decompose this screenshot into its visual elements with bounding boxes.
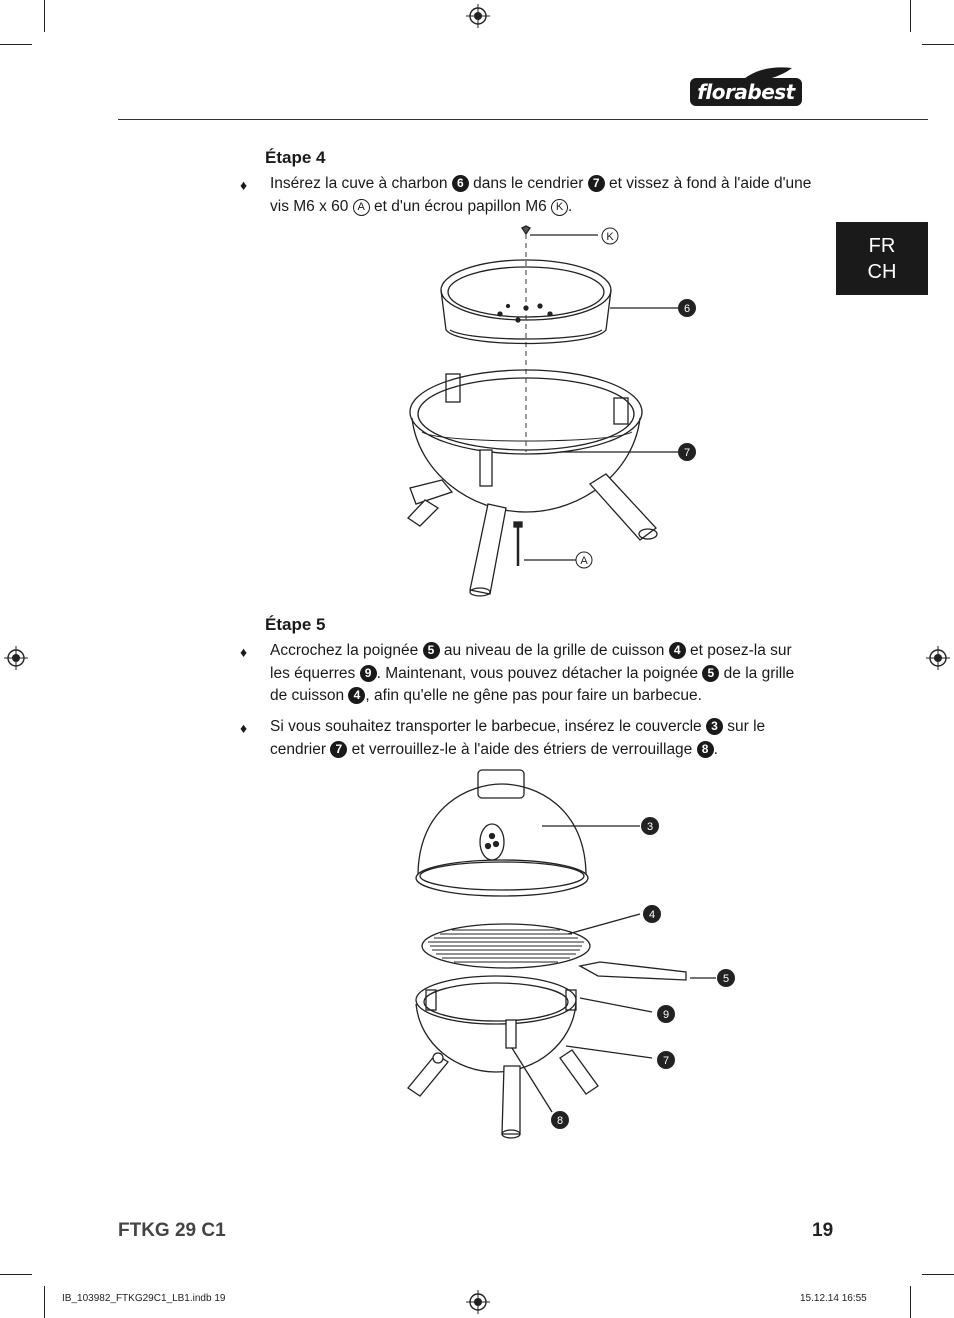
registration-mark-icon	[926, 646, 950, 670]
part-number-badge: 4	[348, 687, 365, 704]
part-number-badge: 5	[702, 665, 719, 682]
crop-mark	[0, 44, 32, 45]
crop-mark	[922, 1274, 954, 1275]
step4-instruction: Insérez la cuve à charbon 6 dans le cendrier 7 et vissez à fond à l'aide d'une vis M6 x 60 A et d'un écrou papillon M6 K .	[270, 175, 812, 215]
step4-heading: Étape 4	[265, 148, 326, 167]
part-number-badge: 7	[588, 175, 605, 192]
step5-heading: Étape 5	[265, 615, 326, 634]
header-rule	[118, 119, 928, 120]
part-number-badge: 4	[669, 642, 686, 659]
callout-a: A	[580, 555, 588, 567]
part-number-badge: 5	[423, 642, 440, 659]
bullet-icon: ♦	[240, 177, 248, 193]
part-number-badge: 7	[330, 741, 347, 758]
print-slug-date: 15.12.14 16:55	[800, 1293, 867, 1304]
print-slug-file: IB_103982_FTKG29C1_LB1.indb 19	[62, 1293, 226, 1304]
bullet-icon: ♦	[240, 644, 248, 660]
callout-k: K	[606, 231, 614, 243]
assembly-figure-step4	[400, 222, 720, 602]
language-code-ch: CH	[867, 261, 897, 283]
callout-6: 6	[683, 303, 691, 315]
part-letter-badge: K	[551, 199, 568, 216]
part-number-badge: 3	[706, 718, 723, 735]
logo-text: florabest	[697, 80, 795, 104]
bullet-icon: ♦	[240, 720, 248, 736]
crop-mark	[44, 0, 45, 32]
callout-7: 7	[683, 447, 691, 459]
step5-instruction-1: Accrochez la poignée 5 au niveau de la grille de cuisson 4 et posez-la sur les équerres 9 . Maintenant, vous pouvez détacher la poignée 5 de la grille de cuisson 4 , afin qu'elle ne gêne pas pour faire un barbecue.	[270, 642, 795, 704]
registration-mark-icon	[466, 1290, 490, 1314]
callout-9: 9	[662, 1009, 670, 1021]
crop-mark	[910, 1286, 911, 1318]
part-number-badge: 9	[360, 665, 377, 682]
registration-mark-icon	[466, 4, 490, 28]
brand-logo	[690, 66, 806, 110]
crop-mark	[0, 1274, 32, 1275]
callout-3: 3	[646, 821, 654, 833]
step5-instruction-2: Si vous souhaitez transporter le barbecue, insérez le couvercle 3 sur le cendrier 7 et verrouillez-le à l'aide des étriers de verrouillage 8 .	[270, 718, 766, 758]
language-code-fr: FR	[868, 235, 896, 257]
registration-mark-icon	[4, 646, 28, 670]
crop-mark	[44, 1286, 45, 1318]
model-number: FTKG 29 C1	[118, 1220, 226, 1241]
crop-mark	[910, 0, 911, 32]
callout-5: 5	[722, 973, 730, 985]
crop-mark	[922, 44, 954, 45]
part-number-badge: 8	[697, 741, 714, 758]
callout-4: 4	[648, 909, 656, 921]
page-number: 19	[812, 1220, 834, 1241]
callout-7: 7	[662, 1055, 670, 1067]
part-number-badge: 6	[452, 175, 469, 192]
callout-8: 8	[556, 1115, 564, 1127]
assembly-figure-step5	[400, 766, 740, 1142]
part-letter-badge: A	[353, 199, 370, 216]
language-tab	[836, 222, 928, 295]
